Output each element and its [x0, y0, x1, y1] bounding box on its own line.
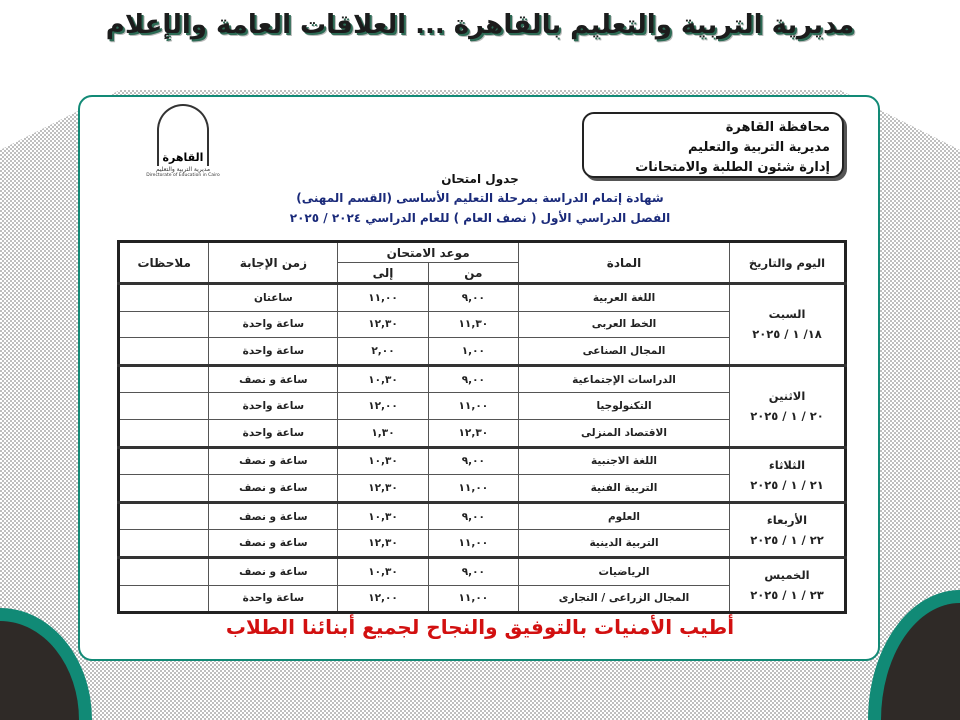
header-day-date: اليوم والتاريخ	[730, 242, 846, 284]
day-date-cell	[730, 447, 846, 502]
table-row	[119, 557, 846, 585]
day-name: الاثنين	[768, 389, 806, 404]
exam-date: ٢٠ / ١ / ٢٠٢٥	[750, 409, 824, 424]
header-to: إلى	[338, 263, 428, 284]
duration-cell: ساعة و نصف	[209, 557, 338, 585]
notes-cell	[119, 284, 209, 312]
exam-date: ٢٣ / ١ / ٢٠٢٥	[750, 588, 824, 603]
exam-date: ١٨/ ١ / ٢٠٢٥	[752, 327, 822, 342]
header-notes: ملاحظات	[119, 242, 209, 284]
notes-cell	[119, 419, 209, 447]
to-time-cell: ١٠,٣٠	[338, 447, 428, 475]
logo-english: Directorate of Education in Cairo	[146, 173, 220, 178]
table-row	[119, 365, 846, 393]
notes-cell	[119, 475, 209, 503]
subject-cell: التربية الدينية	[519, 530, 730, 558]
to-time-cell: ١٠,٣٠	[338, 502, 428, 530]
notes-cell	[119, 365, 209, 393]
to-time-cell: ١,٣٠	[338, 419, 428, 447]
day-name: الخميس	[764, 568, 810, 583]
org-line-department: إدارة شئون الطلبة والامتحانات	[635, 160, 830, 175]
notes-cell	[119, 447, 209, 475]
logo-name: القاهرة	[162, 151, 204, 164]
to-time-cell: ١٢,٠٠	[338, 585, 428, 613]
organization-box	[582, 112, 844, 178]
table-body	[119, 284, 846, 613]
banner-title: مديرية التربية والتعليم بالقاهرة ... العلاقات العامة والإعلام	[105, 10, 855, 40]
subject-cell: اللغة الاجنبية	[519, 447, 730, 475]
from-time-cell: ١٢,٣٠	[428, 419, 518, 447]
footer-wishes: أطيب الأمنيات بالتوفيق والنجاح لجميع أبنائنا الطلاب	[225, 615, 735, 639]
from-time-cell: ١١,٠٠	[428, 530, 518, 558]
notes-cell	[119, 502, 209, 530]
duration-cell: ساعة واحدة	[209, 393, 338, 420]
day-date-cell	[730, 284, 846, 366]
from-time-cell: ١١,٠٠	[428, 393, 518, 420]
from-time-cell: ١١,٠٠	[428, 585, 518, 613]
logo-subtitle: مديرية التربية والتعليم	[155, 166, 211, 173]
notes-cell	[119, 585, 209, 613]
duration-cell: ساعة واحدة	[209, 338, 338, 366]
notes-cell	[119, 393, 209, 420]
schedule-title: جدول امتحان	[441, 172, 519, 186]
subject-cell: الدراسات الإجتماعية	[519, 365, 730, 393]
subject-cell: التكنولوجيا	[519, 393, 730, 420]
to-time-cell: ١٠,٣٠	[338, 365, 428, 393]
certificate-title: شهادة إتمام الدراسة بمرحلة التعليم الأساسى (القسم المهنى)	[296, 191, 664, 205]
duration-cell: ساعة واحدة	[209, 419, 338, 447]
from-time-cell: ٩,٠٠	[428, 365, 518, 393]
duration-cell: ساعة و نصف	[209, 365, 338, 393]
duration-cell: ساعة واحدة	[209, 585, 338, 613]
subject-cell: الخط العربى	[519, 311, 730, 338]
exam-date: ٢١ / ١ / ٢٠٢٥	[750, 477, 824, 492]
from-time-cell: ٩,٠٠	[428, 502, 518, 530]
subject-cell: الاقتصاد المنزلى	[519, 419, 730, 447]
from-time-cell: ١١,٠٠	[428, 475, 518, 503]
to-time-cell: ١١,٠٠	[338, 284, 428, 312]
to-time-cell: ١٢,٣٠	[338, 311, 428, 338]
from-time-cell: ٩,٠٠	[428, 447, 518, 475]
day-date-cell	[730, 557, 846, 612]
subject-cell: العلوم	[519, 502, 730, 530]
duration-cell: ساعة و نصف	[209, 530, 338, 558]
notes-cell	[119, 311, 209, 338]
day-name: الأربعاء	[766, 512, 808, 527]
org-line-governorate: محافظة القاهرة	[725, 120, 830, 135]
duration-cell: ساعتان	[209, 284, 338, 312]
from-time-cell: ١,٠٠	[428, 338, 518, 366]
to-time-cell: ١٢,٠٠	[338, 393, 428, 420]
term-title: الفصل الدراسي الأول ( نصف العام ) للعام الدراسي ٢٠٢٤ / ٢٠٢٥	[289, 211, 671, 225]
to-time-cell: ١٢,٣٠	[338, 530, 428, 558]
from-time-cell: ٩,٠٠	[428, 284, 518, 312]
day-date-cell	[730, 502, 846, 557]
day-name: الثلاثاء	[768, 457, 806, 472]
subject-cell: المجال الصناعى	[519, 338, 730, 366]
header-duration: زمن الإجابة	[209, 242, 338, 284]
from-time-cell: ٩,٠٠	[428, 557, 518, 585]
table-row	[119, 284, 846, 312]
subject-cell: المجال الزراعى / التجارى	[519, 585, 730, 613]
duration-cell: ساعة و نصف	[209, 502, 338, 530]
table-row	[119, 502, 846, 530]
header-subject: المادة	[519, 242, 730, 284]
to-time-cell: ١٠,٣٠	[338, 557, 428, 585]
logo-arch-icon	[157, 104, 209, 166]
subject-cell: التربية الفنية	[519, 475, 730, 503]
day-date-cell	[730, 365, 846, 447]
from-time-cell: ١١,٣٠	[428, 311, 518, 338]
org-line-directorate: مديرية التربية والتعليم	[687, 140, 830, 155]
header-from: من	[428, 263, 518, 284]
subject-cell: الرياضيات	[519, 557, 730, 585]
notes-cell	[119, 530, 209, 558]
duration-cell: ساعة واحدة	[209, 311, 338, 338]
subject-cell: اللغة العربية	[519, 284, 730, 312]
header-exam-time: موعد الامتحان	[338, 242, 519, 263]
to-time-cell: ٢,٠٠	[338, 338, 428, 366]
exam-schedule-table	[117, 240, 847, 614]
duration-cell: ساعة و نصف	[209, 447, 338, 475]
to-time-cell: ١٢,٣٠	[338, 475, 428, 503]
table-row	[119, 447, 846, 475]
exam-date: ٢٢ / ١ / ٢٠٢٥	[750, 532, 824, 547]
notes-cell	[119, 338, 209, 366]
notes-cell	[119, 557, 209, 585]
day-name: السبت	[768, 307, 806, 322]
duration-cell: ساعة و نصف	[209, 475, 338, 503]
